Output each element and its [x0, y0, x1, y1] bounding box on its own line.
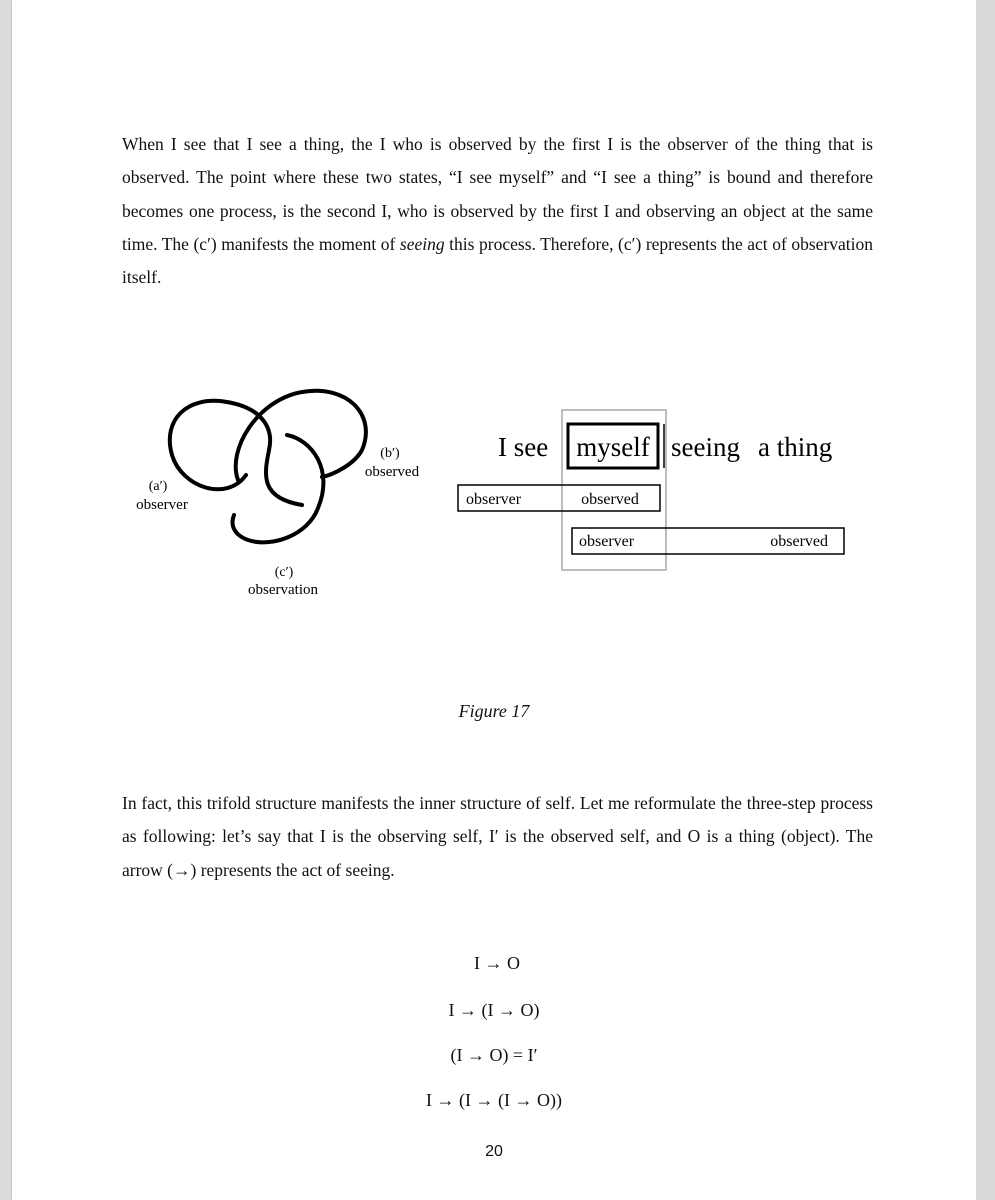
trefoil-knot-diagram	[170, 391, 366, 543]
knot-strand-b	[236, 391, 366, 480]
label-b-mark: (b′)	[380, 446, 400, 461]
formula-2: I → (I → O)	[448, 1000, 540, 1020]
emphasis-word: seeing	[399, 233, 445, 254]
label-c-mark: (c′)	[274, 565, 294, 580]
row1-observed: observed	[581, 491, 639, 508]
formula-1: I → O	[474, 953, 520, 973]
knot-strand-d	[266, 450, 302, 505]
body-paragraph-2: In fact, this trifold structure manifests the inner structure of self. Let me reformulate the three-step process as following: let’s say that I is the observing self, I′ is the observed self, and O is a thing (object). The arrow (→) represents the act of seeing.	[122, 793, 873, 880]
label-c-text: observation	[248, 582, 318, 598]
formula-4: I → (I → (I → O))	[426, 1090, 562, 1110]
sentence-i-see: I see	[498, 432, 549, 462]
row1-observer: observer	[466, 491, 522, 508]
paragraph-text: this process. Therefore, (c′) represents the act of observation itself.	[122, 233, 874, 288]
paragraph-text: When I see that I see a thing, the I who is observed by the first I is the observer of the thing that is observed. The point where these two states, “I see myself” and “I see a thing” is bound and therefore becomes one process, is the second I, who is observed by the first I and observing an object at the same time. The (c′) manifests the moment of	[122, 134, 873, 254]
row2-observer: observer	[579, 533, 635, 550]
document-page	[12, 0, 976, 1200]
formula-3: (I → O) = I′	[450, 1045, 538, 1065]
viewer-scroll-gutter	[976, 0, 995, 1200]
knot-strand-c	[233, 435, 324, 542]
knot-strand-a	[170, 401, 270, 489]
sentence-a-thing: a thing	[758, 432, 833, 462]
label-a-text: observer	[136, 497, 188, 513]
sentence-myself: myself	[576, 432, 650, 462]
figure-17	[12, 380, 976, 600]
row2-observed: observed	[770, 533, 828, 550]
body-paragraph-1	[122, 128, 873, 294]
figure-caption: Figure 17	[458, 701, 530, 721]
sentence-seeing: seeing	[671, 432, 740, 462]
label-b-text: observed	[364, 464, 420, 480]
label-a-mark: (a′)	[148, 479, 168, 494]
page-number: 20	[485, 1143, 503, 1160]
